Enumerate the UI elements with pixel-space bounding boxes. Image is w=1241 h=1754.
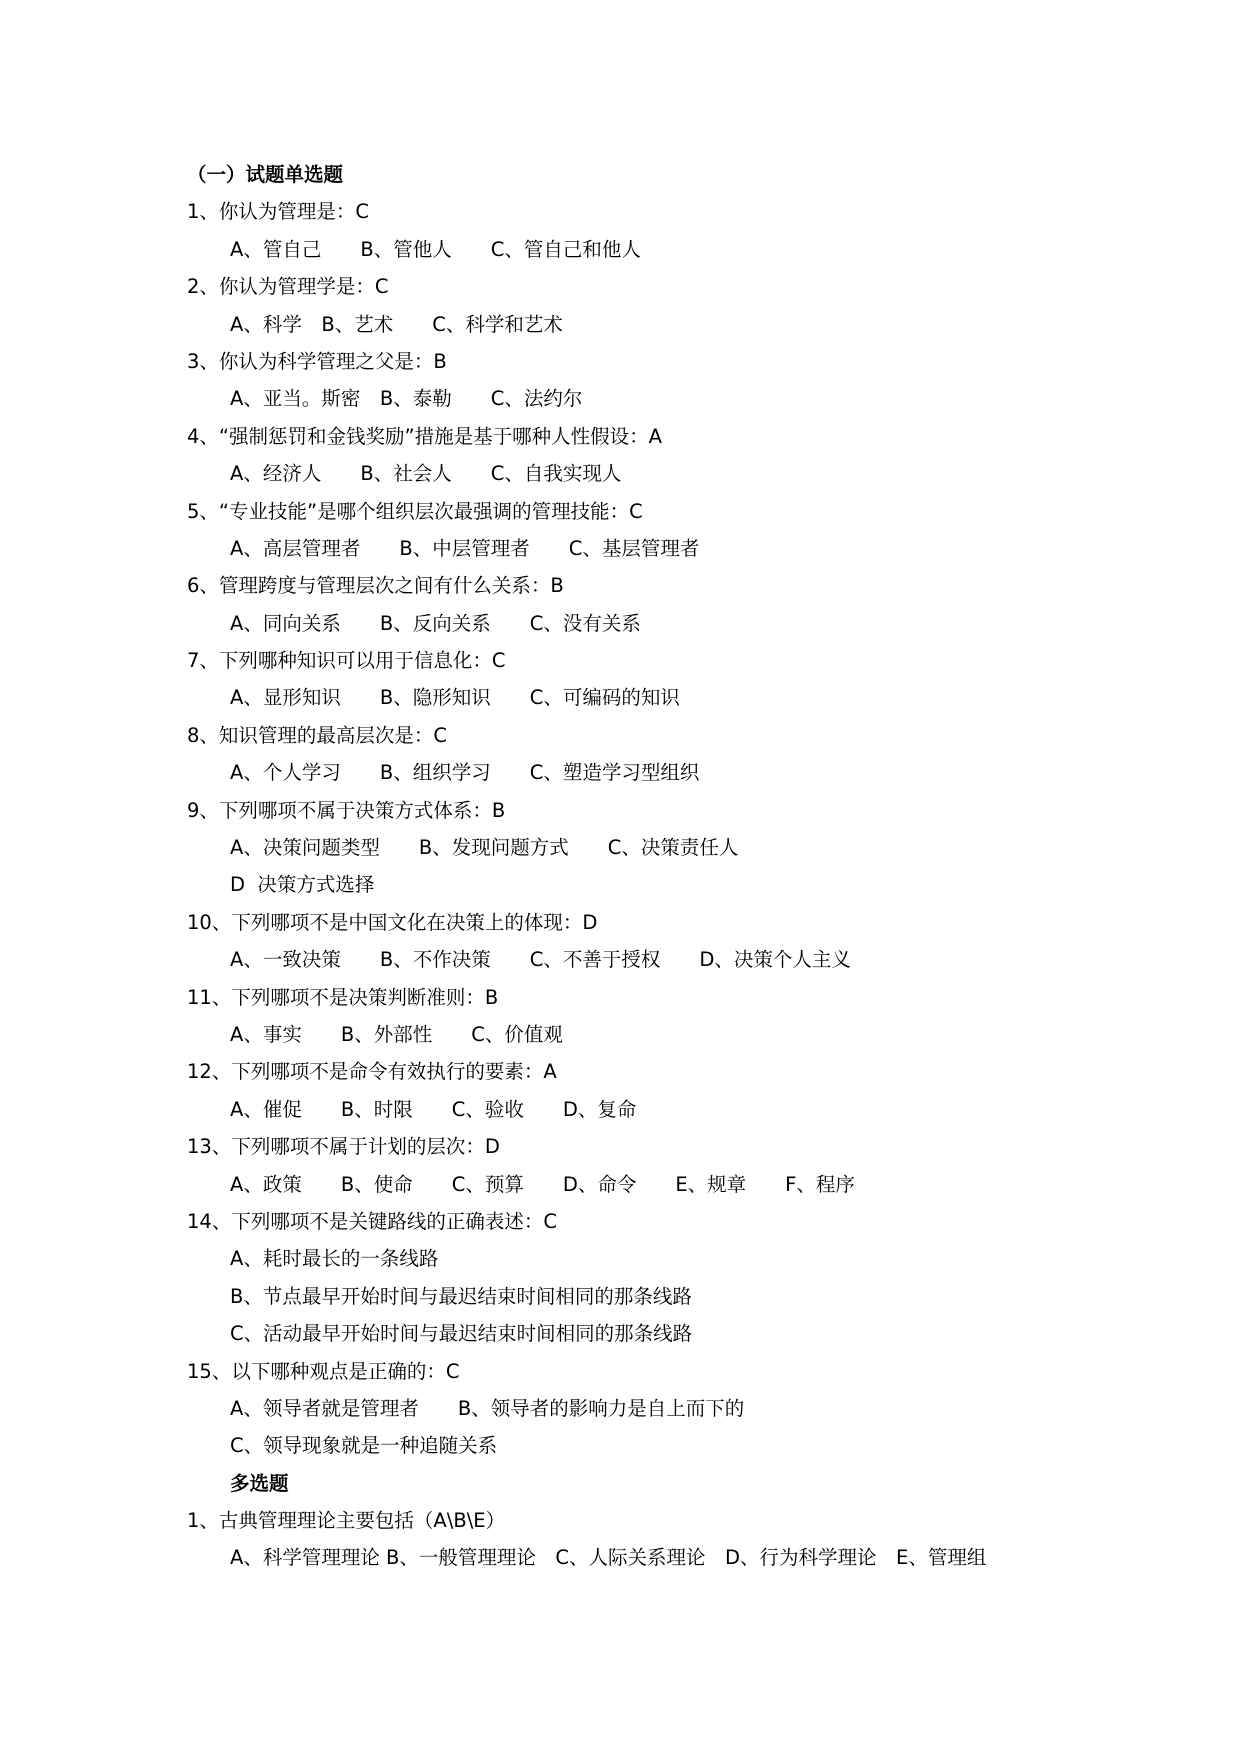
- question-options: A、经济人 B、社会人 C、自我实现人: [230, 462, 622, 486]
- question-text: 3、你认为科学管理之父是：B: [187, 349, 447, 373]
- question-options: A、显形知识 B、隐形知识 C、可编码的知识: [230, 686, 680, 710]
- question-text: 4、“强制惩罚和金钱奖励”措施是基于哪种人性假设：A: [187, 424, 662, 448]
- question-options: A、耗时最长的一条线路: [230, 1247, 439, 1271]
- question-text: 7、下列哪种知识可以用于信息化：C: [187, 649, 506, 673]
- question-options: B、节点最早开始时间与最迟结束时间相同的那条线路: [230, 1284, 692, 1308]
- question-options: A、同向关系 B、反向关系 C、没有关系: [230, 611, 641, 635]
- question-options: D 决策方式选择: [230, 873, 375, 897]
- question-text: 13、下列哪项不属于计划的层次：D: [187, 1135, 500, 1159]
- question-options: A、政策 B、使命 C、预算 D、命令 E、规章 F、程序: [230, 1172, 855, 1196]
- question-text: 9、下列哪项不属于决策方式体系：B: [187, 798, 506, 822]
- section-title-multi-choice: 多选题: [230, 1471, 289, 1495]
- question-options: A、领导者就是管理者 B、领导者的影响力是自上而下的: [230, 1396, 745, 1420]
- question-options: A、管自己 B、管他人 C、管自己和他人: [230, 237, 641, 261]
- question-options: A、个人学习 B、组织学习 C、塑造学习型组织: [230, 761, 700, 785]
- question-text: 12、下列哪项不是命令有效执行的要素：A: [187, 1060, 557, 1084]
- question-text: 6、管理跨度与管理层次之间有什么关系：B: [187, 574, 564, 598]
- document-content: [187, 156, 1087, 1577]
- question-text: 11、下列哪项不是决策判断准则：B: [187, 985, 499, 1009]
- question-text: 8、知识管理的最高层次是：C: [187, 723, 448, 747]
- question-options: A、亚当。斯密 B、泰勒 C、法约尔: [230, 387, 583, 411]
- question-options: A、决策问题类型 B、发现问题方式 C、决策责任人: [230, 836, 739, 860]
- question-options: C、活动最早开始时间与最迟结束时间相同的那条线路: [230, 1322, 693, 1346]
- question-text: 2、你认为管理学是：C: [187, 275, 389, 299]
- question-text: 10、下列哪项不是中国文化在决策上的体现：D: [187, 910, 598, 934]
- section-title-single-choice: （一）试题单选题: [187, 163, 344, 186]
- question-text: 14、下列哪项不是关键路线的正确表述：C: [187, 1209, 557, 1233]
- question-options: A、科学管理理论 B、一般管理理论 C、人际关系理论 D、行为科学理论 E、管理组: [230, 1546, 987, 1570]
- question-text: 1、古典管理理论主要包括（A\B\E）: [187, 1509, 506, 1533]
- question-options: A、高层管理者 B、中层管理者 C、基层管理者: [230, 536, 700, 560]
- question-options: C、领导现象就是一种追随关系: [230, 1434, 498, 1458]
- question-text: 5、“专业技能”是哪个组织层次最强调的管理技能：C: [187, 499, 643, 523]
- question-options: A、催促 B、时限 C、验收 D、复命: [230, 1097, 637, 1121]
- question-text: 1、你认为管理是：C: [187, 200, 370, 224]
- question-options: A、事实 B、外部性 C、价值观: [230, 1022, 563, 1046]
- question-options: A、科学 B、艺术 C、科学和艺术: [230, 312, 563, 336]
- question-options: A、一致决策 B、不作决策 C、不善于授权 D、决策个人主义: [230, 948, 851, 972]
- question-text: 15、以下哪种观点是正确的：C: [187, 1359, 460, 1383]
